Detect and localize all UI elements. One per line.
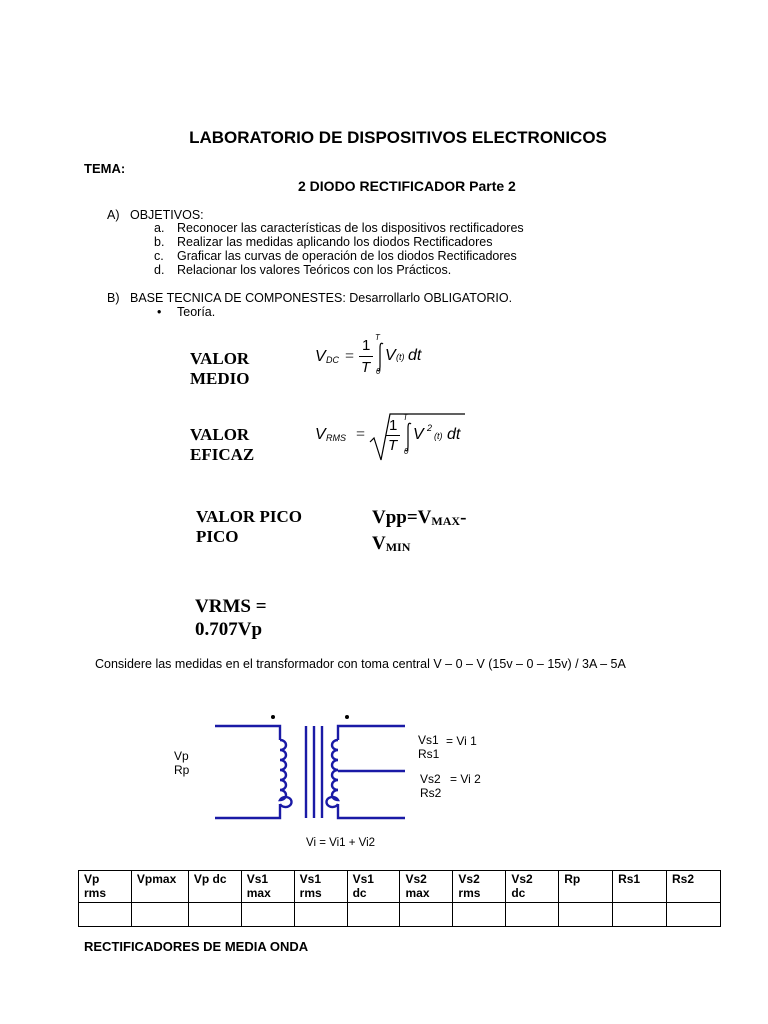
empty-cell[interactable] [559, 903, 613, 927]
objetivo-marker-c: c. [154, 249, 164, 263]
valor-eficaz-label-1: VALOR [190, 425, 250, 444]
formula-vrms-dt: dt [447, 426, 461, 443]
vpp-main: Vpp=V [372, 507, 432, 528]
tema-label: TEMA: [84, 161, 126, 176]
base-marker: B) [107, 291, 120, 305]
formula-vdc-body-arg: (t) [396, 352, 405, 362]
header-cell: Rs1 [613, 871, 667, 903]
empty-cell[interactable] [613, 903, 667, 927]
formula-vdc-lower: 0 [376, 367, 381, 376]
empty-cell[interactable] [131, 903, 188, 927]
objetivo-marker-d: d. [154, 263, 165, 277]
objetivo-marker-b: b. [154, 235, 165, 249]
formula-vdc-body-v: V [385, 347, 396, 364]
considere-text: Considere las medidas en el transformador con toma central V – 0 – V (15v – 0 – 15v) / 3A – 5A [95, 657, 626, 671]
tema-value: 2 DIODO RECTIFICADOR Parte 2 [298, 178, 516, 194]
formula-vrms-sub: RMS [326, 433, 346, 443]
objetivos-heading: OBJETIVOS: [130, 208, 204, 222]
formula-vdc-dt: dt [408, 347, 422, 364]
secondary-dot-icon [345, 715, 349, 719]
vrms-line-2: 0.707Vp [195, 619, 263, 640]
label-vs1-eq: = Vi 1 [446, 734, 477, 748]
formula-vdc-den: T [361, 359, 371, 376]
header-cell: Vs2 rms [453, 871, 506, 903]
objetivo-item-a: Reconocer las características de los dispositivos rectificadores [177, 221, 524, 235]
table-row [79, 903, 721, 927]
document-title: LABORATORIO DE DISPOSITIVOS ELECTRONICOS [189, 128, 607, 147]
formula-vrms-lower: 0 [404, 447, 409, 456]
teoria-item: Teoría. [177, 305, 216, 319]
section-heading-media-onda: RECTIFICADORES DE MEDIA ONDA [84, 939, 309, 954]
valor-eficaz-formula [310, 408, 480, 464]
header-cell: Vs1 rms [294, 871, 347, 903]
objetivo-item-b: Realizar las medidas aplicando los diodos Rectificadores [177, 235, 493, 249]
valor-pico-label-1: VALOR PICO [196, 507, 302, 526]
valor-medio-formula [310, 332, 450, 382]
formula-vdc-v: V [315, 348, 326, 365]
empty-cell[interactable] [453, 903, 506, 927]
empty-cell[interactable] [347, 903, 400, 927]
formula-vrms-v: V [315, 426, 326, 443]
formula-vrms-fraction-bar [386, 435, 400, 436]
valor-medio-label-2: MEDIO [190, 369, 250, 388]
label-vs2: Vs2 [420, 772, 441, 786]
empty-cell[interactable] [506, 903, 559, 927]
formula-vrms-body-arg: (t) [434, 431, 443, 441]
header-cell: Vp rms [79, 871, 132, 903]
valor-pico-label-2: PICO [196, 527, 239, 546]
header-cell: Rs2 [667, 871, 721, 903]
formula-vrms-den: T [388, 437, 398, 454]
formula-vdc-fraction-bar [359, 356, 373, 357]
formula-vdc-sub: DC [326, 355, 339, 365]
header-cell: Vpmax [131, 871, 188, 903]
label-rp: Rp [174, 763, 190, 777]
header-cell: Vs1 dc [347, 871, 400, 903]
vpp-dash: - [460, 507, 467, 528]
vpp-vmin: V [372, 533, 386, 554]
label-vs2-eq: = Vi 2 [450, 772, 481, 786]
table-header-row [79, 871, 721, 903]
vpp-sub-max: MAX [431, 514, 461, 528]
empty-cell[interactable] [241, 903, 294, 927]
header-cell: Vs2 dc [506, 871, 559, 903]
formula-vrms-body-v: V [413, 426, 424, 443]
vpp-formula-line-2 [372, 532, 410, 559]
formula-vrms-upper: T [403, 413, 408, 422]
transformer-windings [215, 726, 405, 818]
label-rs2: Rs2 [420, 786, 442, 800]
header-cell: Vs1 max [241, 871, 294, 903]
bullet-icon: • [157, 305, 162, 319]
formula-vdc-upper: T [375, 333, 380, 342]
empty-cell[interactable] [188, 903, 241, 927]
label-vi-total: Vi = Vi1 + Vi2 [306, 837, 376, 849]
header-cell: Vs2 max [400, 871, 453, 903]
formula-vrms-num: 1 [389, 417, 398, 434]
header-cell: Vp dc [188, 871, 241, 903]
formula-vrms-sup: 2 [427, 423, 433, 433]
vpp-formula-line-1 [372, 506, 466, 533]
objetivo-marker-a: a. [154, 221, 165, 235]
vrms-line-1: VRMS = [195, 596, 267, 617]
label-vs1: Vs1 [418, 733, 439, 747]
label-rs1: Rs1 [418, 747, 440, 761]
primary-dot-icon [271, 715, 275, 719]
header-cell: Rp [559, 871, 613, 903]
measurements-table [78, 870, 721, 927]
formula-vdc-eq: = [345, 348, 355, 365]
empty-cell[interactable] [667, 903, 721, 927]
empty-cell[interactable] [79, 903, 132, 927]
objetivo-item-d: Relacionar los valores Teóricos con los Prácticos. [177, 263, 452, 277]
vpp-sub-min: MIN [385, 540, 411, 554]
objetivos-marker: A) [107, 208, 120, 222]
empty-cell[interactable] [400, 903, 453, 927]
formula-vrms-eq: = [356, 426, 366, 443]
objetivo-item-c: Graficar las curvas de operación de los diodos Rectificadores [177, 249, 517, 263]
base-heading: BASE TECNICA DE COMPONESTES: Desarrollarlo OBLIGATORIO. [130, 291, 513, 305]
empty-cell[interactable] [294, 903, 347, 927]
valor-eficaz-label-2: EFICAZ [190, 445, 255, 464]
label-vp: Vp [174, 749, 189, 763]
valor-medio-label-1: VALOR [190, 349, 250, 368]
formula-vdc-num: 1 [362, 337, 371, 354]
